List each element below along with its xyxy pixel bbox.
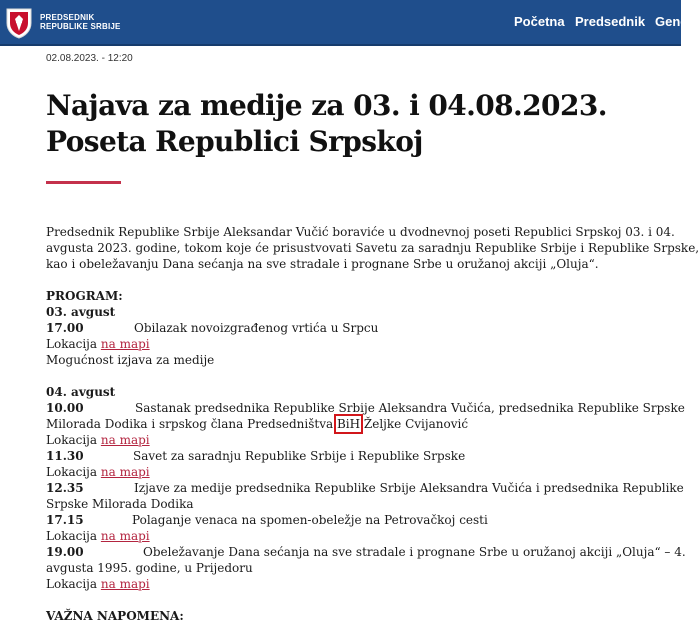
event-text: Obeležavanje Dana sećanja na sve stradale i prognane Srbe u oružanoj akciji „Oluja“ – 4.	[143, 545, 686, 559]
nav-gene[interactable]: Gene	[655, 14, 688, 29]
location-label: Lokacija	[46, 337, 101, 351]
location-row	[46, 528, 150, 544]
nav-pocetna[interactable]: Početna	[514, 14, 565, 29]
event-time: 17.15	[46, 513, 84, 527]
highlight-bih: BiH	[336, 417, 361, 431]
event-text: Obilazak novoizgrađenog vrtića u Srpcu	[134, 321, 379, 335]
map-link[interactable]: na mapi	[100, 433, 150, 447]
event-time: 10.00	[46, 401, 84, 415]
location-row	[46, 576, 150, 592]
event-text-cont: Srpske Milorada Dodika	[46, 497, 194, 511]
event-row	[46, 448, 658, 464]
event-text-part: Željke Cvijanović	[360, 417, 469, 431]
location-label: Lokacija	[46, 433, 101, 447]
intro-line-2: avgusta 2023. godine, tokom koje će prisustvovati Savetu za saradnju Republike Srbije i Republike Srpske,	[46, 241, 699, 255]
location-row	[46, 432, 150, 448]
nav-predsednik[interactable]: Predsednik	[575, 14, 646, 29]
map-link[interactable]: na mapi	[100, 577, 150, 591]
location-label: Lokacija	[46, 529, 101, 543]
location-row	[46, 336, 150, 352]
event-time: 17.00	[46, 321, 84, 335]
location-label: Lokacija	[46, 577, 101, 591]
day2-label: 04. avgust	[46, 385, 116, 399]
event-time: 19.00	[46, 545, 84, 559]
location-row	[46, 464, 150, 480]
coat-of-arms-icon[interactable]	[4, 5, 34, 39]
event-row	[46, 544, 686, 560]
event-text: Izjave za medije predsednika Republike Srbije Aleksandra Vučića i predsednika Republike	[134, 481, 684, 495]
event-row	[46, 480, 684, 496]
day1-label: 03. avgust	[46, 305, 116, 319]
media-note: Mogućnost izjava za medije	[46, 353, 215, 367]
title-divider	[46, 181, 121, 184]
intro-line-1: Predsednik Republike Srbije Aleksandar Vučić boraviće u dvodnevnoj poseti Republici Srpskoj 03. i 04.	[46, 225, 675, 239]
title-line-1: Najava za medije za 03. i 04.08.2023.	[46, 89, 607, 122]
brand-text[interactable]	[40, 13, 121, 31]
event-text: Polaganje venaca na spomen-obeležje na Petrovačkoj cesti	[132, 513, 488, 527]
intro-line-3: kao i obeležavanju Dana sećanja na sve stradale i prognane Srbe u oružanoj akciji „Oluja“.	[46, 257, 599, 271]
event-text: Savet za saradnju Republike Srbije i Republike Srpske	[133, 449, 466, 463]
event-text-cont: avgusta 1995. godine, u Prijedoru	[46, 561, 253, 575]
brand-line-2: REPUBLIKE SRBIJE	[40, 22, 121, 31]
event-text: Sastanak predsednika Republike Srbije Aleksandra Vučića, predsednika Republike Srpske	[135, 401, 685, 415]
event-row	[46, 512, 658, 528]
page-title	[46, 88, 646, 160]
brand-line-1: PREDSEDNIK	[40, 13, 95, 22]
event-time: 12.35	[46, 481, 84, 495]
event-row	[46, 320, 658, 336]
article-date: 02.08.2023. - 12:20	[46, 53, 133, 64]
map-link[interactable]: na mapi	[100, 465, 150, 479]
top-bar	[0, 0, 688, 46]
event-text-cont	[46, 416, 468, 432]
important-label: VAŽNA NAPOMENA:	[46, 609, 184, 623]
map-link[interactable]: na mapi	[100, 529, 150, 543]
program-label: PROGRAM:	[46, 289, 123, 303]
event-text-part: Milorada Dodika i srpskog člana Predsedništva	[46, 417, 337, 431]
title-line-2: Poseta Republici Srpskoj	[46, 125, 423, 158]
map-link[interactable]: na mapi	[100, 337, 150, 351]
event-time: 11.30	[46, 449, 84, 463]
event-row	[46, 400, 685, 416]
location-label: Lokacija	[46, 465, 101, 479]
